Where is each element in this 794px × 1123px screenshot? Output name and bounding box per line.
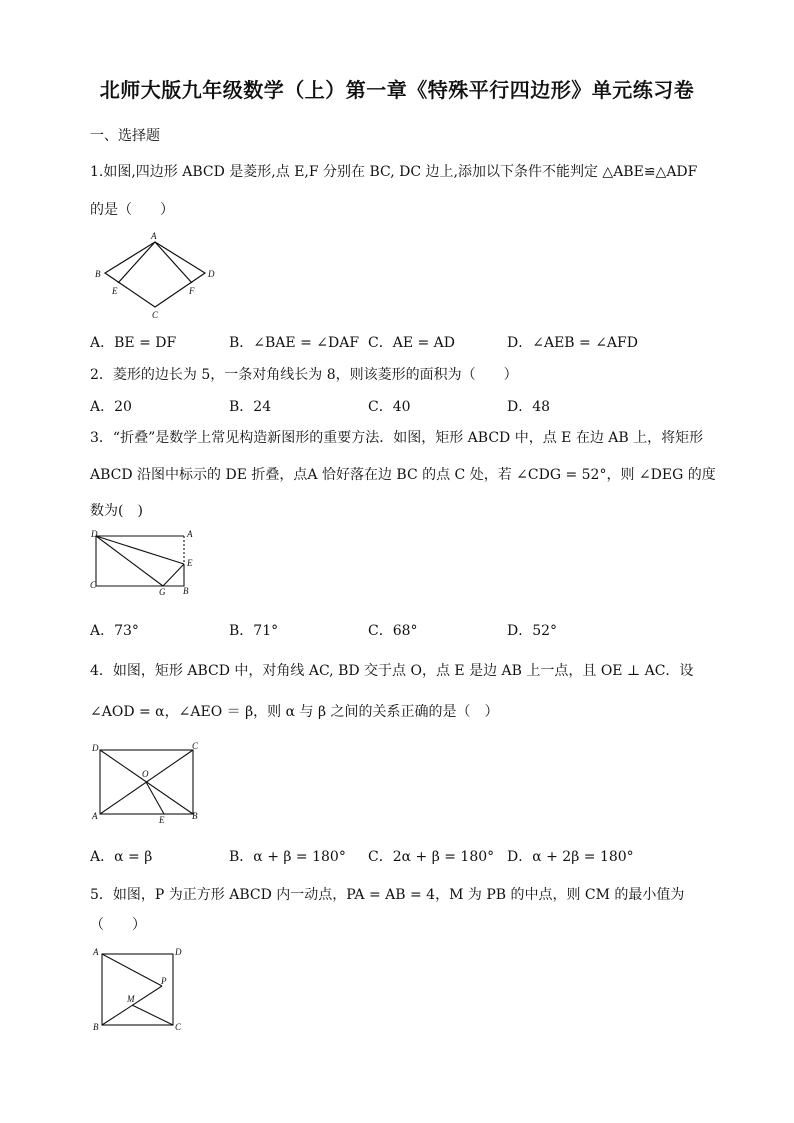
question-3-text-line1: 3．“折叠”是数学上常见构造新图形的重要方法．如图，矩形 ABCD 中，点 E 在边 AB 上，将矩形: [90, 430, 704, 446]
q4-option-c: C．2α + β = 180°: [368, 849, 495, 865]
q1-option-a: A．BE = DF: [90, 335, 177, 351]
folded-rectangle-figure: [88, 528, 203, 598]
q4-option-a: A．α = β: [90, 849, 153, 865]
q1-option-b: B．∠BAE = ∠DAF: [229, 335, 360, 351]
question-5-text-line1: 5．如图，P 为正方形 ABCD 内一动点，PA = AB = 4，M 为 PB 的中点，则 CM 的最小值为: [90, 887, 685, 903]
segment-mc: [132, 1005, 173, 1025]
question-3-text-line3: 数为( ): [90, 503, 143, 519]
square-figure: [88, 945, 188, 1033]
segment-oe: [146, 782, 164, 814]
q3-option-a: A．73°: [90, 623, 139, 639]
label-e: E: [187, 558, 193, 568]
label-m: M: [127, 994, 135, 1004]
label-e: E: [112, 286, 118, 296]
label-e: E: [159, 815, 165, 825]
q2-option-b: B．24: [229, 399, 272, 415]
label-d: D: [92, 743, 99, 753]
label-o: O: [142, 769, 149, 779]
question-5-text-line2: （ ）: [90, 917, 146, 933]
rectangle-diagonals-figure: [88, 738, 208, 828]
label-p: P: [161, 976, 167, 986]
segment-ap: [102, 954, 162, 986]
label-a: A: [93, 947, 99, 957]
label-g: G: [159, 587, 166, 597]
label-a: A: [187, 529, 193, 539]
page-title: 北师大版九年级数学（上）第一章《特殊平行四边形》单元练习卷: [99, 78, 695, 102]
q1-option-d: D．∠AEB = ∠AFD: [507, 335, 638, 351]
square-outline: [102, 954, 173, 1025]
segment-af: [155, 242, 192, 283]
label-b: B: [95, 269, 101, 279]
q3-option-d: D．52°: [507, 623, 558, 639]
question-4-text-line2: ∠AOD = α，∠AEO ＝ β，则 α 与 β 之间的关系正确的是（ ）: [90, 704, 499, 720]
segment-de: [96, 536, 184, 564]
rhombus-outline: [105, 242, 205, 307]
label-d: D: [175, 947, 182, 957]
segment-ae: [118, 242, 155, 283]
q4-option-d: D．α + 2β = 180°: [507, 849, 634, 865]
label-c: C: [175, 1022, 182, 1032]
label-b: B: [192, 811, 198, 821]
label-a: A: [92, 811, 98, 821]
question-1-text-line1: 1.如图,四边形 ABCD 是菱形,点 E,F 分别在 BC, DC 边上,添加以下条件不能判定 △ABE≌△ADF: [90, 164, 698, 180]
q2-option-c: C．40: [368, 399, 411, 415]
q2-option-d: D．48: [507, 399, 551, 415]
label-c: C: [90, 580, 97, 590]
rhombus-figure: [88, 230, 228, 320]
q2-option-a: A．20: [90, 399, 132, 415]
section-heading: 一、选择题: [90, 128, 160, 144]
label-c: C: [152, 310, 159, 320]
question-1-text-line2: 的是（ ）: [90, 202, 174, 218]
label-c: C: [192, 741, 199, 751]
question-2-text: 2．菱形的边长为 5，一条对角线长为 8，则该菱形的面积为（ ）: [90, 367, 518, 383]
question-3-text-line2: ABCD 沿图中标示的 DE 折叠，点A 恰好落在边 BC 的点 C 处，若 ∠CDG = 52°，则 ∠DEG 的度: [90, 467, 716, 483]
segment-ge: [163, 564, 184, 586]
label-f: F: [189, 286, 195, 296]
question-4-text-line1: 4．如图，矩形 ABCD 中，对角线 AC, BD 交于点 O，点 E 是边 AB 上一点，且 OE ⊥ AC．设: [90, 663, 694, 679]
label-d: D: [208, 269, 215, 279]
label-b: B: [183, 586, 189, 596]
segment-dg: [96, 536, 163, 586]
q1-option-c: C．AE = AD: [368, 335, 456, 351]
label-b: B: [93, 1022, 99, 1032]
q3-option-c: C．68°: [368, 623, 418, 639]
label-d: D: [91, 529, 98, 539]
label-a: A: [151, 231, 157, 241]
q4-option-b: B．α + β = 180°: [229, 849, 346, 865]
q3-option-b: B．71°: [229, 623, 279, 639]
